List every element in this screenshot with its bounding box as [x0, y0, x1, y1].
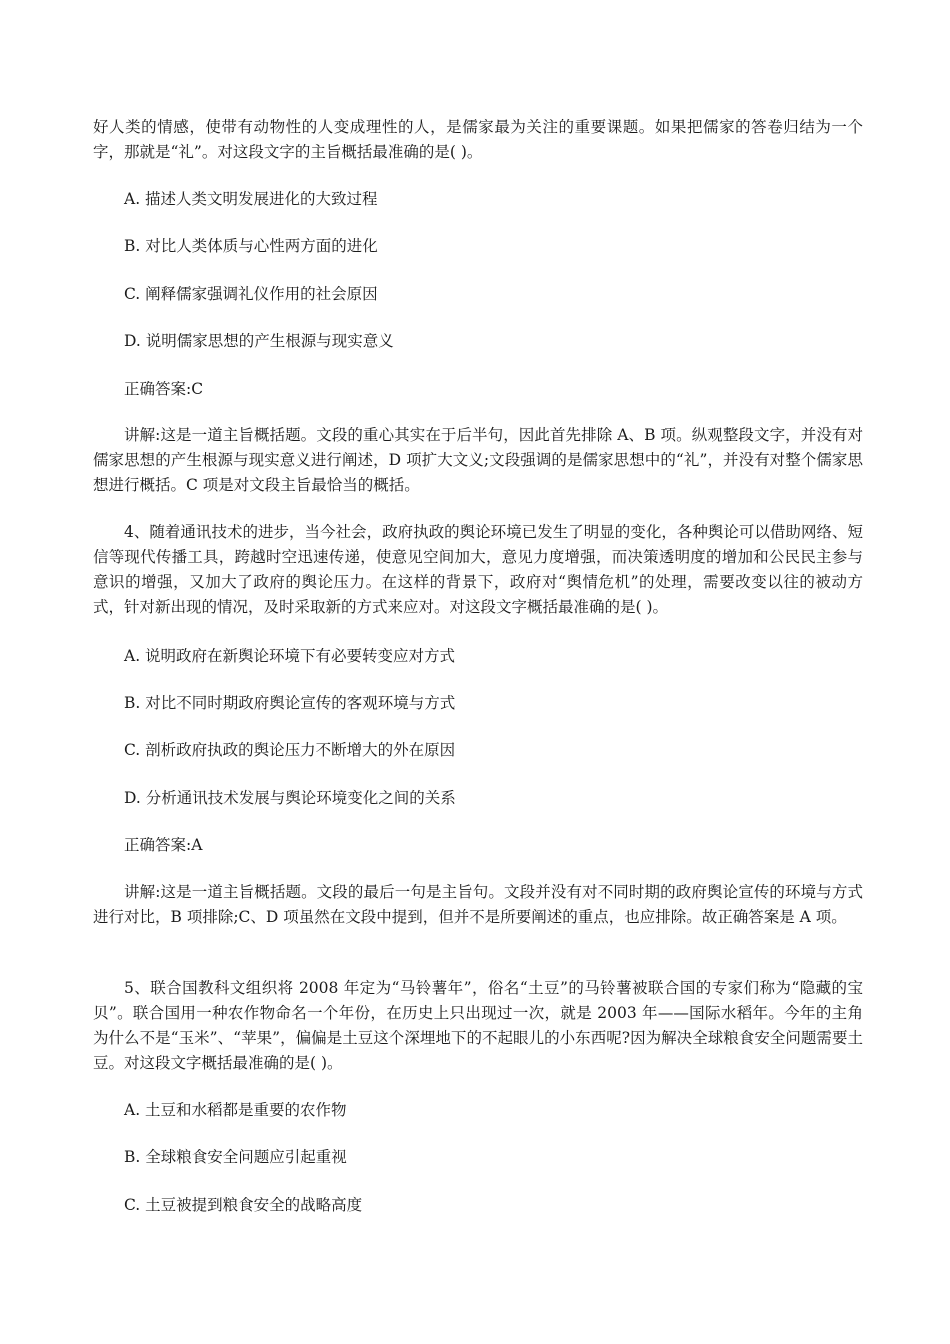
q5-option-a: A. 土豆和水稻都是重要的农作物: [124, 1101, 347, 1119]
q5-stem: 5、联合国教科文组织将 2008 年定为“马铃薯年”，俗名“土豆”的马铃薯被联合国的专家们称为“隐藏的宝贝”。联合国用一种农作物命名一个年份，在历史上只出现过一次，就是 2003 年——国际水稻年。今年的主角为什么不是“玉米”、“苹果”，偏偏是土豆这个深埋地下的不起眼儿的小东西呢?因为解决全球粮食安全问题需要土豆。对这段文字概括最准确的是( )。: [93, 979, 863, 1072]
q3-answer: 正确答案:C: [124, 380, 204, 398]
q3-stem-tail: 好人类的情感，使带有动物性的人变成理性的人，是儒家最为关注的重要课题。如果把儒家的答卷归结为一个字，那就是“礼”。对这段文字的主旨概括最准确的是( )。: [93, 118, 863, 161]
q5-option-c: C. 土豆被提到粮食安全的战略高度: [124, 1196, 363, 1214]
q4-answer: 正确答案:A: [124, 836, 203, 854]
q4-option-d: D. 分析通讯技术发展与舆论环境变化之间的关系: [124, 789, 456, 807]
q3-option-c: C. 阐释儒家强调礼仪作用的社会原因: [124, 285, 378, 303]
q3-explanation: 讲解:这是一道主旨概括题。文段的重心其实在于后半句，因此首先排除 A、B 项。纵观整段文字，并没有对儒家思想的产生根源与现实意义进行阐述，D 项扩大文义;文段强调的是儒家思想中的“礼”，并没有对整个儒家思想进行概括。C 项是对文段主旨最恰当的概括。: [93, 426, 863, 494]
q4-option-a: A. 说明政府在新舆论环境下有必要转变应对方式: [124, 647, 456, 665]
q5-option-b: B. 全球粮食安全问题应引起重视: [124, 1148, 347, 1166]
q4-option-b: B. 对比不同时期政府舆论宣传的客观环境与方式: [124, 694, 456, 712]
q3-option-b: B. 对比人类体质与心性两方面的进化: [124, 237, 378, 255]
q3-option-a: A. 描述人类文明发展进化的大致过程: [124, 190, 378, 208]
q3-option-d: D. 说明儒家思想的产生根源与现实意义: [124, 332, 394, 350]
q4-option-c: C. 剖析政府执政的舆论压力不断增大的外在原因: [124, 741, 456, 759]
q4-explanation: 讲解:这是一道主旨概括题。文段的最后一句是主旨句。文段并没有对不同时期的政府舆论宣传的环境与方式进行对比，B 项排除;C、D 项虽然在文段中提到，但并不是所要阐述的重点，也应排除。故正确答案是 A 项。: [93, 883, 863, 926]
q4-stem: 4、随着通讯技术的进步，当今社会，政府执政的舆论环境已发生了明显的变化，各种舆论可以借助网络、短信等现代传播工具，跨越时空迅速传递，使意见空间加大，意见力度增强，而决策透明度的增加和公民民主参与意识的增强，又加大了政府的舆论压力。在这样的背景下，政府对“舆情危机”的处理，需要改变以往的被动方式，针对新出现的情况，及时采取新的方式来应对。对这段文字概括最准确的是( )。: [93, 523, 863, 616]
